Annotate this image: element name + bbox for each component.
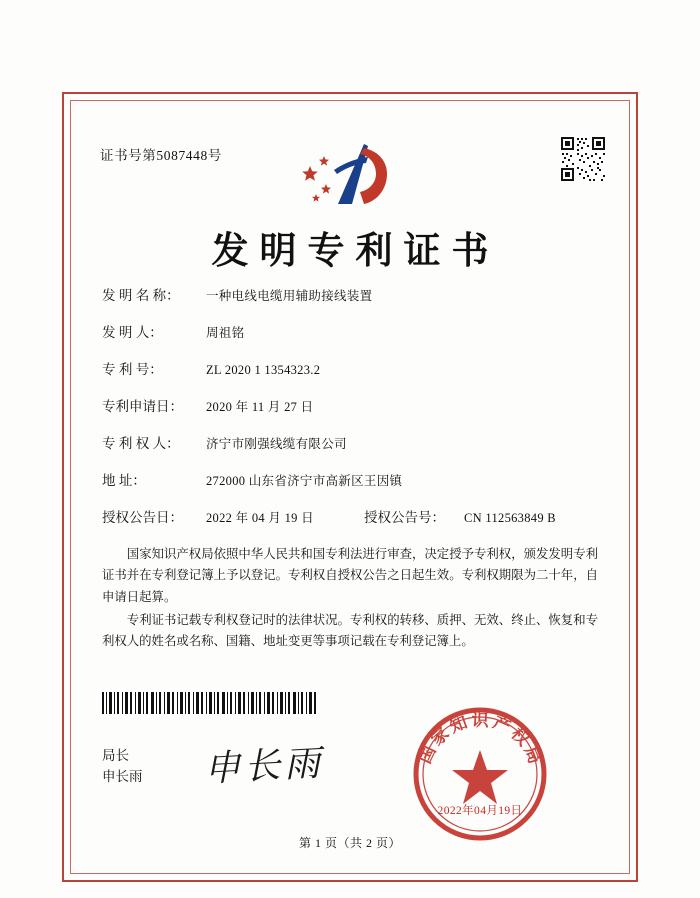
page-footer: 第 1 页（共 2 页） [298,836,401,850]
field-value-patentee: 济宁市刚强线缆有限公司 [206,437,347,451]
field-grant-announcement [102,506,602,526]
seal-date: 2022年04月19日 [437,805,523,817]
field-label-patentee: 专 利 权 人： [102,436,180,451]
field-value-inventor: 周祖铭 [206,326,245,340]
field-value-application-date: 2020 年 11 月 27 日 [206,400,314,414]
signature-role-label: 局长 [102,748,129,763]
field-application-date [102,395,602,415]
field-inventor [102,321,602,341]
certificate-number: 证书号第5087448号 [100,148,222,163]
field-list [102,284,602,542]
barcode-icon [102,692,316,714]
legal-paragraph-1: 国家知识产权局依照中华人民共和国专利法进行审查，决定授予专利权，颁发发明专利证书并在专利登记簿上予以登记。专利权自授权公告之日起生效。专利权期限为二十年，自申请日起算。 [102,547,598,604]
handwritten-signature: 申长雨 [203,742,326,790]
official-seal [406,700,554,848]
field-label-address: 地 址： [102,473,146,488]
field-patent-number [102,358,602,378]
field-label-application-date: 专利申请日： [102,399,183,414]
field-label-grant-number: 授权公告号： [364,510,445,525]
field-value-grant-number: CN 112563849 B [464,511,556,525]
field-value-invention-title: 一种电线电缆用辅助接线装置 [206,289,373,303]
signature-block [102,746,143,788]
field-label-grant-date: 授权公告日： [102,510,183,525]
field-value-address: 272000 山东省济宁市高新区王因镇 [206,474,403,488]
field-label-inventor: 发 明 人： [102,325,163,340]
legal-body-text [102,544,598,655]
field-label-invention-title: 发 明 名 称： [102,288,180,303]
field-address [102,469,602,489]
field-value-grant-date: 2022 年 04 月 19 日 [206,511,314,525]
field-value-patent-number: ZL 2020 1 1354323.2 [206,363,321,377]
field-label-patent-number: 专 利 号： [102,362,163,377]
page-title: 发明专利证书 [211,231,500,272]
field-patentee [102,432,602,452]
signature-name-label: 申长雨 [102,768,143,784]
legal-paragraph-2: 专利证书记载专利权登记时的法律状况。专利权的转移、质押、无效、终止、恢复和专利权人的姓名或名称、国籍、地址变更等事项记载在专利登记簿上。 [102,612,598,649]
svg-text:国家知识产权局: 国家知识产权局 [415,710,546,770]
cnipa-emblem-icon [86,140,614,212]
certificate-content [86,116,614,858]
field-invention-title [102,284,602,304]
